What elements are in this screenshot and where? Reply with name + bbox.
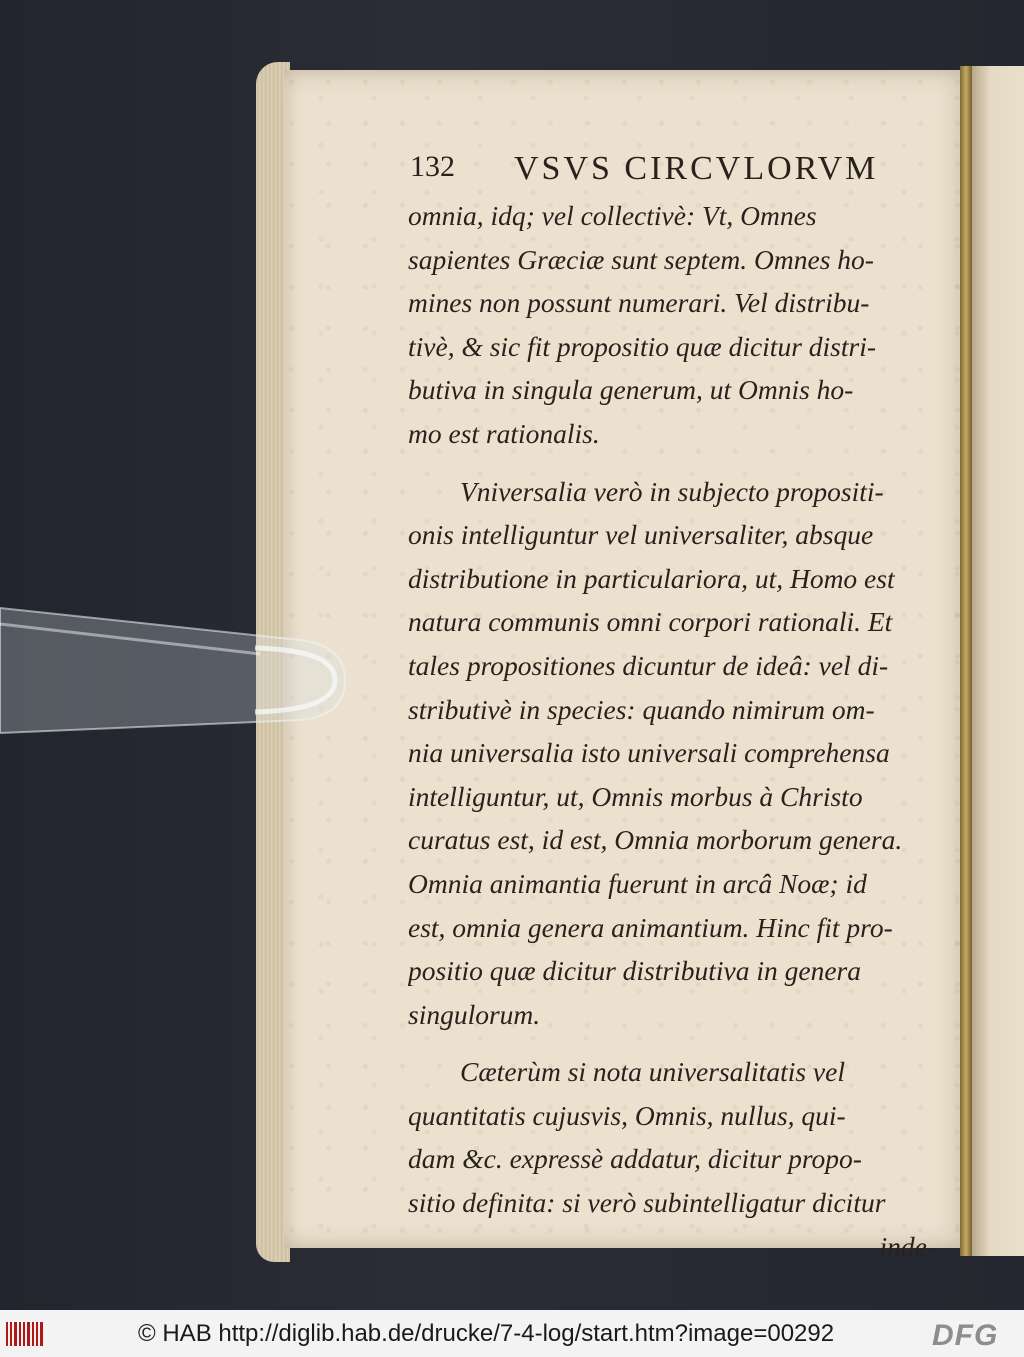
hab-barcode-icon bbox=[6, 1320, 46, 1348]
running-head bbox=[408, 150, 936, 194]
text-line: tales propositiones dicuntur de ideâ: vel di- bbox=[408, 649, 889, 681]
text-line: stributivè in species: quando nimirum om- bbox=[408, 693, 875, 725]
text-line: curatus est, id est, Omnia morborum genera. bbox=[408, 824, 903, 856]
text-line: tivè, & sic fit propositio quæ dicitur distri- bbox=[408, 330, 877, 362]
paragraph-start-line: Vniversalia verò in subjecto propositi- bbox=[460, 475, 884, 507]
book-gutter bbox=[960, 66, 972, 1256]
text-line: natura communis omni corpori rationali. Et bbox=[408, 606, 893, 638]
text-line: sitio definita: si verò subintelligatur dicitur bbox=[408, 1187, 886, 1219]
text-line: onis intelliguntur vel universaliter, absque bbox=[408, 519, 874, 551]
text-line: intelliguntur, ut, Omnis morbus à Christo bbox=[408, 780, 863, 812]
copyright-link[interactable]: © HAB http://diglib.hab.de/drucke/7-4-log/start.htm?image=00292 bbox=[138, 1320, 835, 1347]
text-line: omnia, idq; vel collectivè: Vt, Omnes bbox=[408, 200, 817, 231]
plastic-clip-icon bbox=[0, 588, 350, 748]
text-line: mines non possunt numerari. Vel distribu- bbox=[408, 287, 870, 319]
catchword: inde- bbox=[879, 1230, 936, 1262]
text-line: distributione in particulariora, ut, Homo est bbox=[408, 562, 895, 594]
dfg-logo: DFG bbox=[932, 1319, 999, 1352]
running-head-title: VSVS CIRCVLORVM bbox=[514, 150, 879, 187]
footer-bar bbox=[0, 1310, 1024, 1357]
text-line: mo est rationalis. bbox=[408, 417, 600, 449]
text-line: Omnia animantia fuerunt in arcâ Noæ; id bbox=[408, 867, 867, 899]
paragraph-start-line: Cæterùm si nota universalitatis vel bbox=[460, 1056, 845, 1088]
text-line: sapientes Græciæ sunt septem. Omnes ho- bbox=[408, 243, 874, 275]
text-line: est, omnia genera animantium. Hinc fit pro- bbox=[408, 911, 893, 943]
text-line: singulorum. bbox=[408, 998, 541, 1030]
page-text bbox=[408, 150, 936, 1268]
text-line: dam &c. expressè addatur, dicitur propo- bbox=[408, 1143, 862, 1175]
text-line: butiva in singula generum, ut Omnis ho- bbox=[408, 374, 854, 406]
text-line: quantitatis cujusvis, Omnis, nullus, qui- bbox=[408, 1099, 846, 1131]
facing-page bbox=[972, 66, 1024, 1256]
text-line: positio quæ dicitur distributiva in genera bbox=[408, 955, 861, 987]
text-line: nia universalia isto universali comprehensa bbox=[408, 737, 890, 769]
page-number: 132 bbox=[410, 150, 455, 183]
